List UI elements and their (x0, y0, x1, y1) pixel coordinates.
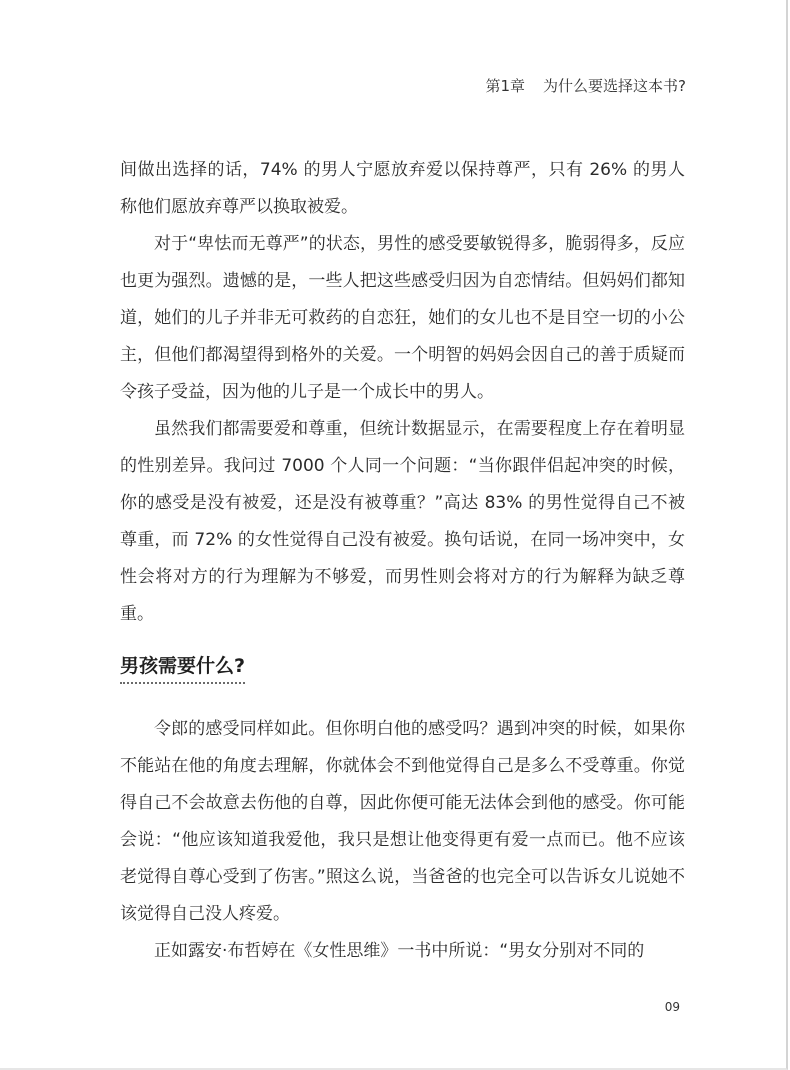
body-text-top (120, 152, 685, 633)
chapter-label: 第1章 (485, 77, 526, 95)
paragraph: 对于“卑怯而无尊严”的状态，男性的感受要敏锐得多，脆弱得多，反应也更为强烈。遗憾的是，一些人把这些感受归因为自恋情结。但妈妈们都知道，她们的儿子并非无可救药的自恋狂，她们的女儿也不是目空一切的小公主，但他们都渴望得到格外的关爱。一个明智的妈妈会因自己的善于质疑而令孩子受益，因为他的儿子是一个成长中的男人。 (120, 234, 685, 402)
paragraph: 间做出选择的话，74% 的男人宁愿放弃爱以保持尊严，只有 26% 的男人称他们愿放弃尊严以换取被爱。 (120, 160, 685, 217)
running-header (485, 76, 686, 96)
paragraph: 令郎的感受同样如此。但你明白他的感受吗？遇到冲突的时候，如果你不能站在他的角度去理解，你就体会不到他觉得自己是多么不受尊重。你觉得自己不会故意去伤他的自尊，因此你便可能无法体会到他的感受。你可能会说：“他应该知道我爱他，我只是想让他变得更有爱一点而已。他不应该老觉得自尊心受到了伤害。”照这么说，当爸爸的也完全可以告诉女儿说她不该觉得自己没人疼爱。 (120, 719, 685, 924)
chapter-title: 为什么要选择这本书? (543, 77, 686, 95)
section-heading: 男孩需要什么? (120, 652, 245, 684)
body-text-bottom (120, 711, 685, 970)
paragraph: 正如露安·布哲婷在《女性思维》一书中所说：“男女分别对不同的 (154, 941, 645, 961)
page-number: 09 (664, 1000, 680, 1014)
paragraph: 虽然我们都需要爱和尊重，但统计数据显示，在需要程度上存在着明显的性别差异。我问过 7000 个人同一个问题：“当你跟伴侣起冲突的时候，你的感受是没有被爱，还是没有被尊重？”高达 83% 的男性觉得自己不被尊重，而 72% 的女性觉得自己没有被爱。换句话说，在同一场冲突中，女性会将对方的行为理解为不够爱，而男性则会将对方的行为解释为缺乏尊重。 (120, 419, 685, 624)
